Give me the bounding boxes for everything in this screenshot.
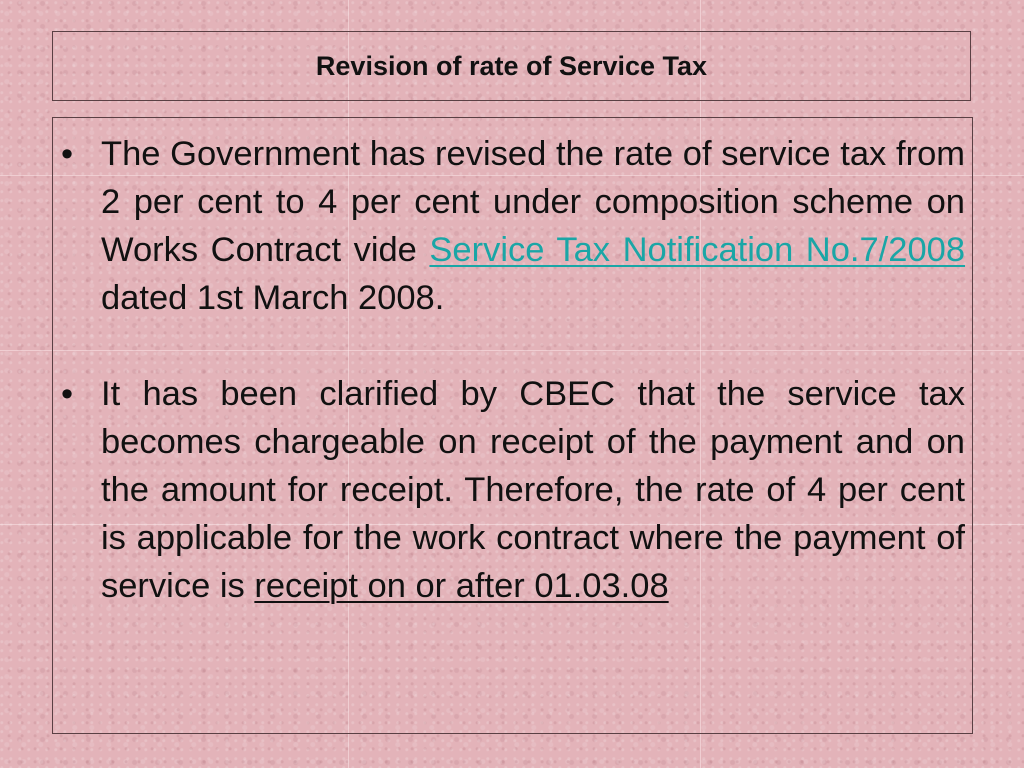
notification-link[interactable]: Service Tax Notification No.7/2008 xyxy=(429,231,966,269)
slide-content-box xyxy=(52,117,973,734)
slide-title-box xyxy=(52,31,971,101)
bullet-text: The Government has revised the rate of service tax from 2 per cent to 4 per cent under composition scheme on Works Contract vide xyxy=(101,135,965,269)
bullet-list xyxy=(61,130,966,610)
bullet-item-clarification xyxy=(61,370,965,610)
bullet-item-notification xyxy=(61,130,966,322)
bullet-text: dated 1st March 2008. xyxy=(101,279,445,317)
receipt-date-text: receipt on or after 01.03.08 xyxy=(254,567,669,605)
bullet-point-icon: • xyxy=(61,375,74,413)
bullet-text: It has been clarified by CBEC that the service tax becomes chargeable on receipt of the payment and on the amount for receipt. Therefore, the rate of 4 per cent is applicable for the work contract where the payment of service is xyxy=(101,375,965,605)
slide-title: Revision of rate of Service Tax xyxy=(315,50,708,81)
bullet-point-icon: • xyxy=(61,135,74,173)
